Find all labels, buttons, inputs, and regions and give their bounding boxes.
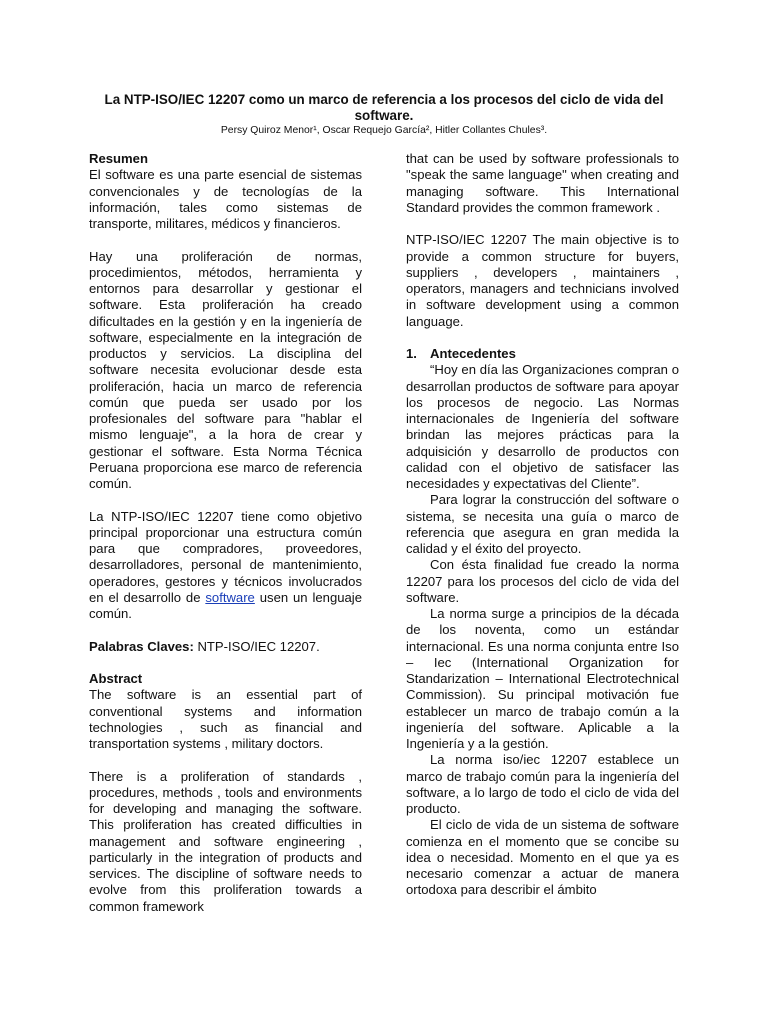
abstract-paragraph-3: NTP-ISO/IEC 12207 The main objective is to provide a common structure for buyers, suppliers , developers , maintainers , operators, managers and technicians involved in software development using a common language. (406, 232, 679, 329)
paper-title (80, 92, 688, 124)
section-title: Antecedentes (430, 346, 516, 361)
antecedentes-paragraph-1: “Hoy en día las Organizaciones compran o desarrollan productos de software para apoyar los procesos de negocio. Las Normas internacionales de Ingeniería del software brindan las mejores prácticas para la adquisición y desarrollo de productos con calidad con el objetivo de satisfacer las necesidades y expectativas del Cliente”. (406, 362, 679, 491)
abstract-paragraph-2: There is a proliferation of standards , procedures, methods , tools and environments for developing and managing the software. This proliferation has created difficulties in management and software engineering , particularly in the integration of products and services. The discipline of software needs to evolve from this proliferation towards a common framework (89, 768, 362, 914)
abstract-continuation: that can be used by software professionals to "speak the same language" when creating and managing software. This International Standard provides the common framework . (406, 151, 679, 215)
keywords-value: NTP-ISO/IEC 12207. (193, 638, 320, 654)
title-line-1: La NTP-ISO/IEC 12207 como un marco de referencia a los procesos del ciclo de vida del (104, 92, 664, 107)
keywords-label: Palabras Claves: (89, 638, 194, 654)
resumen-paragraph-1: El software es una parte esencial de sistemas convencionales y de tecnologías de la información, tales como sistemas de transporte, militares, médicos y financieros. (89, 167, 362, 231)
antecedentes-paragraph-6: El ciclo de vida de un sistema de software comienza en el momento que se concibe su idea o necesidad. Momento en el que ya es necesario comenzar a actuar de manera ortodoxa para describir el ámbito (406, 817, 679, 898)
author-list: Persy Quiroz Menor¹, Oscar Requejo García², Hitler Collantes Chules³. (220, 125, 548, 136)
section-number: 1. (406, 346, 417, 361)
antecedentes-paragraph-4: La norma surge a principios de la década de los noventa, como un estándar internacional. Es una norma conjunta entre Iso – Iec (International Organization for Standarization – International Electrotechnical Commission). Su principal motivación fue establecer un marco de trabajo común a la ingeniería del software. Aplicable a la Ingeniería y a la gestión. (406, 606, 679, 751)
resumen-paragraph-3 (89, 509, 362, 623)
title-line-2: software. (354, 108, 414, 123)
software-link[interactable]: software (205, 589, 255, 605)
abstract-paragraph-1: The software is an essential part of conventional systems and information technologies , such as financial and transportation systems , military doctors. (89, 687, 362, 751)
resumen-paragraph-3-text-b: usen un lenguaje común. (89, 589, 362, 621)
keywords (89, 639, 362, 655)
left-column (89, 151, 362, 915)
resumen-heading: Resumen (89, 151, 148, 166)
right-column (406, 151, 679, 899)
section-heading-antecedentes (406, 346, 679, 362)
antecedentes-paragraph-3: Con ésta finalidad fue creado la norma 12207 para los procesos del ciclo de vida del software. (406, 557, 679, 605)
resumen-paragraph-3-text-a: La NTP-ISO/IEC 12207 tiene como objetivo principal proporcionar una estructura común para que compradores, proveedores, desarrolladores, personal de mantenimiento, operadores, gestores y técnicos involucrados en el desarrollo de (89, 508, 362, 605)
abstract-heading: Abstract (89, 671, 143, 686)
antecedentes-paragraph-2: Para lograr la construcción del software o sistema, se necesita una guía o marco de referencia que asegura en gran medida la calidad y el éxito del proyecto. (406, 492, 679, 556)
antecedentes-paragraph-5: La norma iso/iec 12207 establece un marco de trabajo común para la ingeniería del software, a lo largo de todo el ciclo de vida del producto. (406, 752, 679, 816)
resumen-paragraph-2: Hay una proliferación de normas, procedimientos, métodos, herramienta y entornos para desarrollar y gestionar el software. Esta proliferación ha creado dificultades en la gestión y en la ingeniería de software, especialmente en la integración de productos y servicios. La disciplina del software necesita evolucionar desde esta proliferación, hacia un marco de referencia común que pueda ser usado por los profesionales del software para "hablar el mismo lenguaje", a la hora de crear y gestionar el software. Esta Norma Técnica Peruana proporciona ese marco de referencia común. (89, 248, 362, 491)
